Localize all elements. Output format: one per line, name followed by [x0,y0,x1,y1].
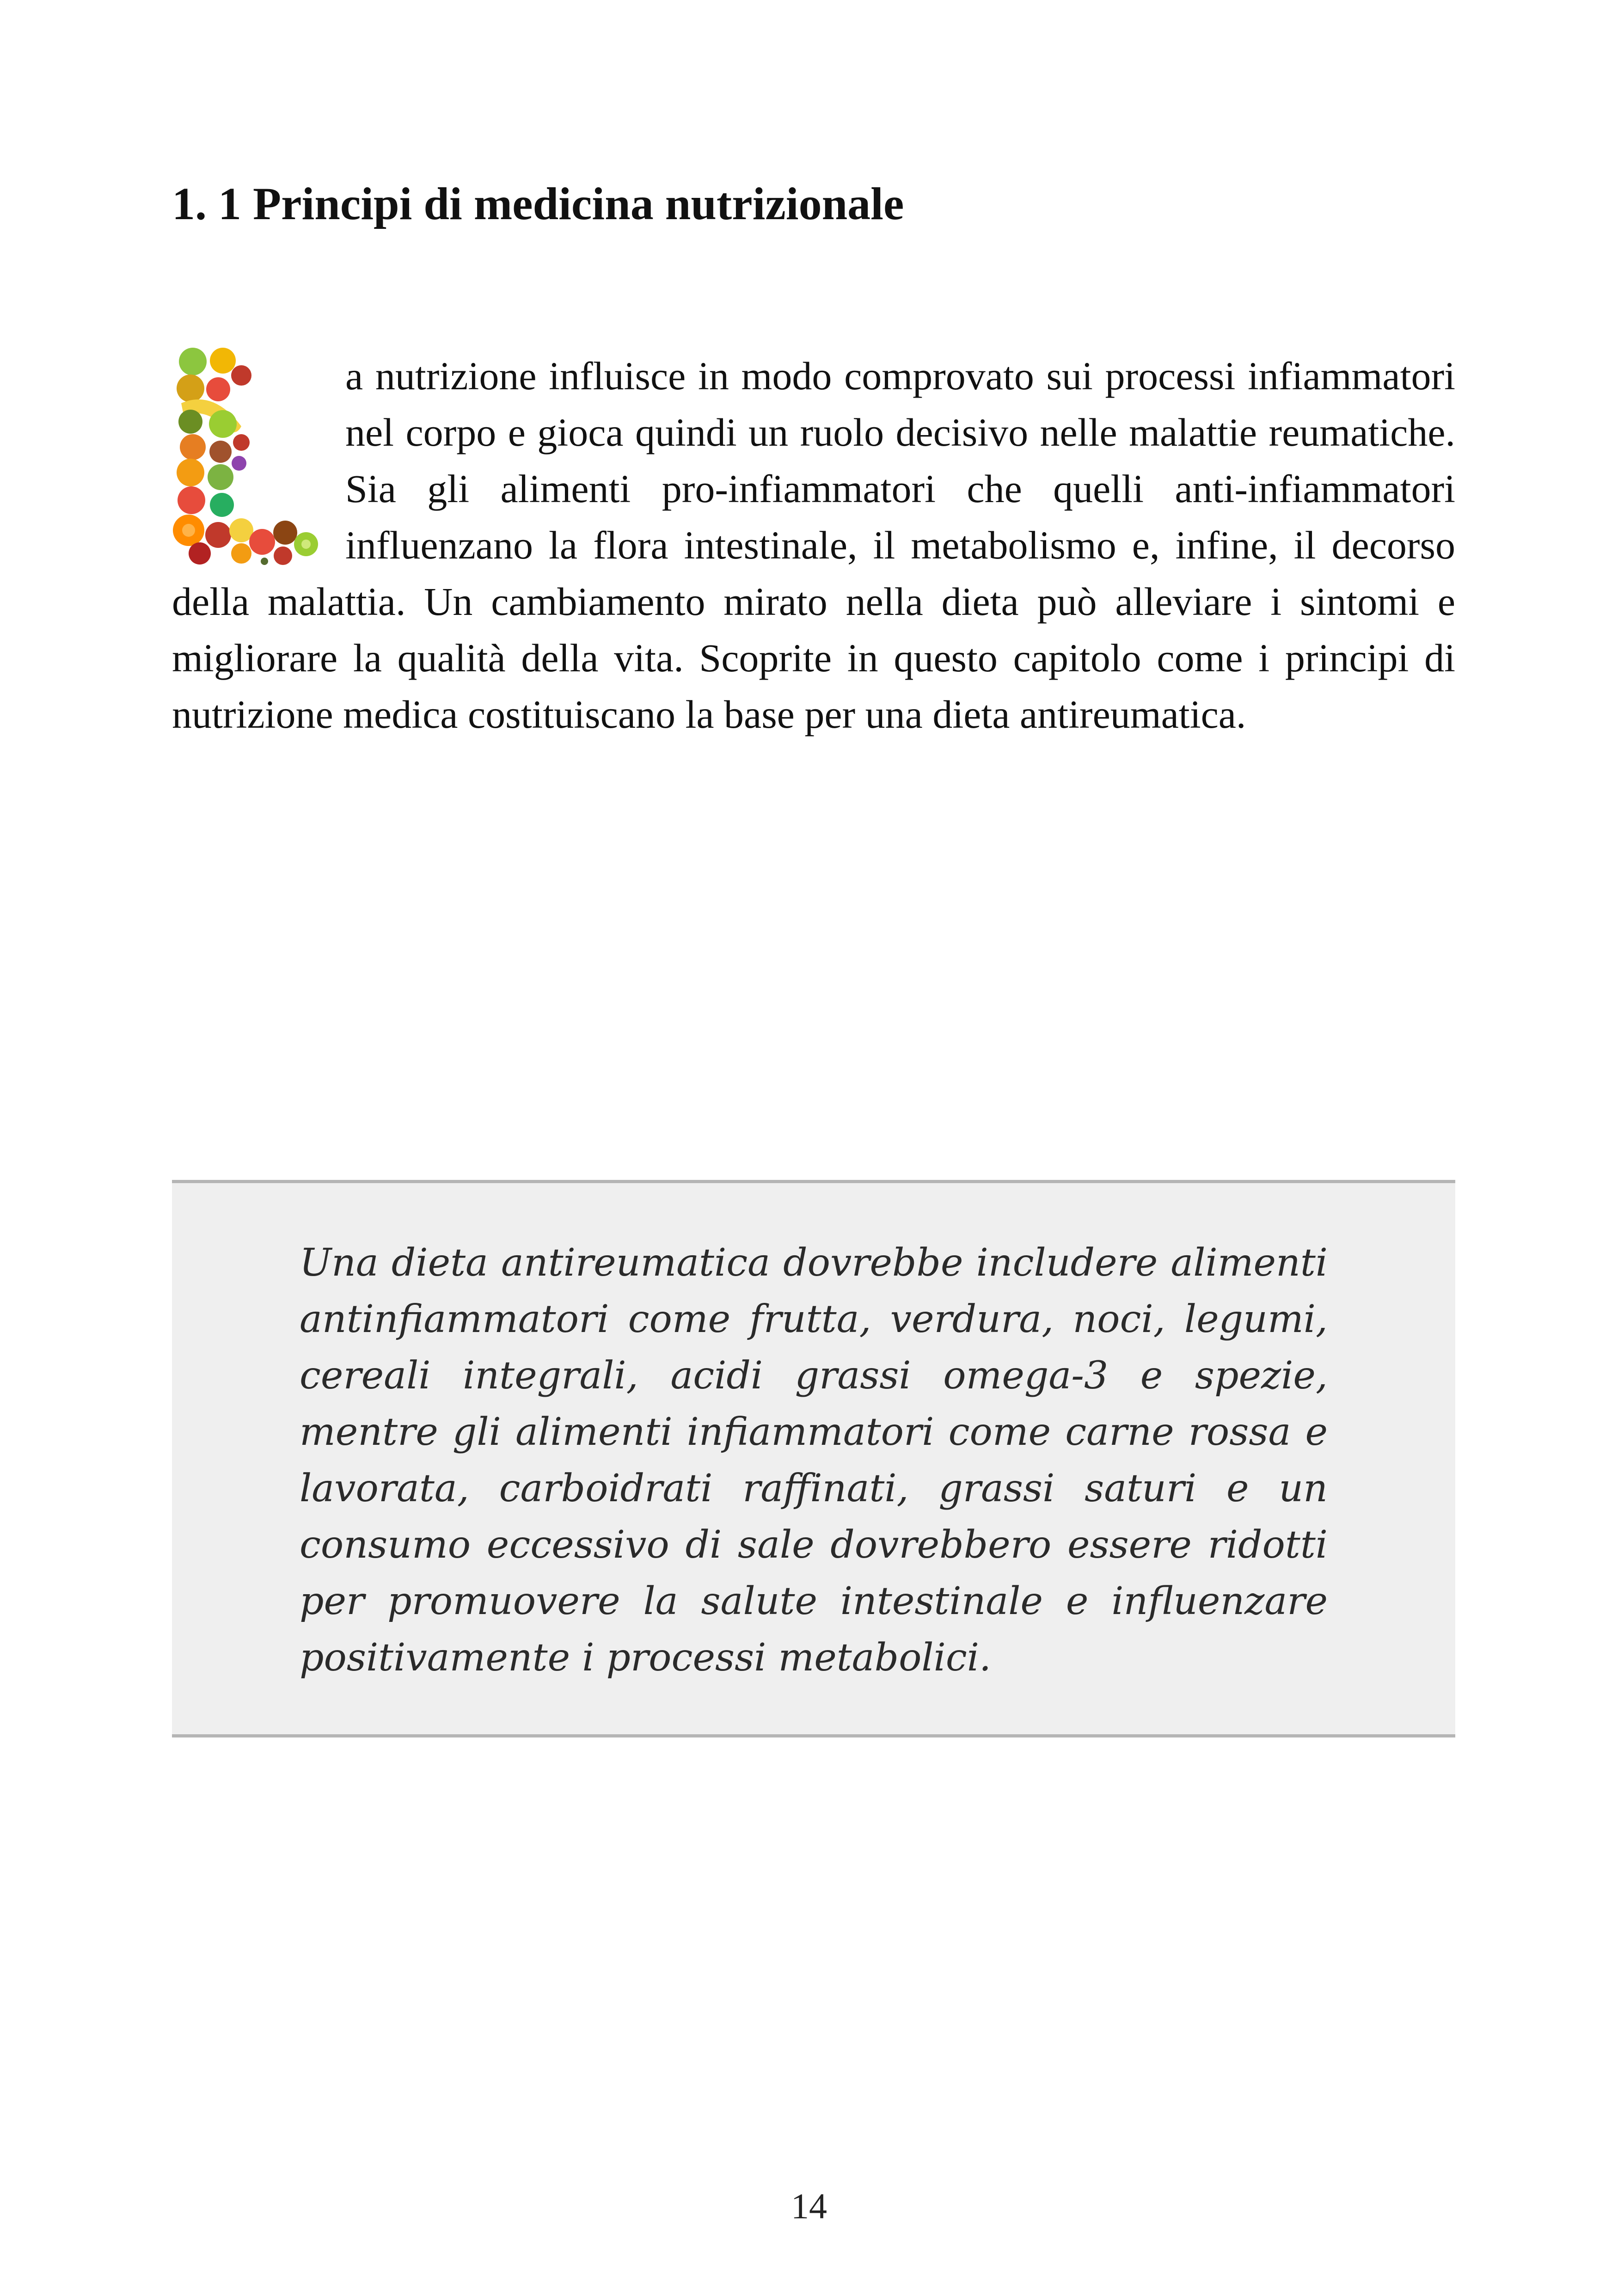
intro-text: a nutrizione influisce in modo comprovato sui processi infiammatori nel corpo e gioca quindi un ruolo decisivo nelle malattie reumatiche. Sia gli alimenti pro-infiammatori che quelli anti-infiammatori influenzano la flora intestinale, il metabolismo e, infine, il decorso della malattia. Un cambiamento mirato nella dieta può alleviare i sintomi e migliorare la qualità della vita. Scoprite in questo capitolo come i principi di nutrizione medica costituiscano la base per una dieta antireumatica. [172,354,1455,737]
page-number: 14 [791,2186,827,2226]
highlight-box [172,1180,1455,1737]
intro-paragraph [172,348,1455,743]
highlight-text: Una dieta antireumatica dovrebbe includere alimenti antinfiammatori come frutta, verdura, noci, legumi, cereali integrali, acidi grassi omega-3 e spezie, mentre gli alimenti infiammatori come carne rossa e lavorata, carboidrati raffinati, grassi saturi e un consumo eccessivo di sale dovrebbero essere ridotti per promuovere la salute intestinale e influenzare positivamente i processi metabolici. [300,1241,1328,1680]
drop-cap-spacer [172,348,345,565]
section-title: 1. 1 Principi di medicina nutrizionale [172,178,904,229]
